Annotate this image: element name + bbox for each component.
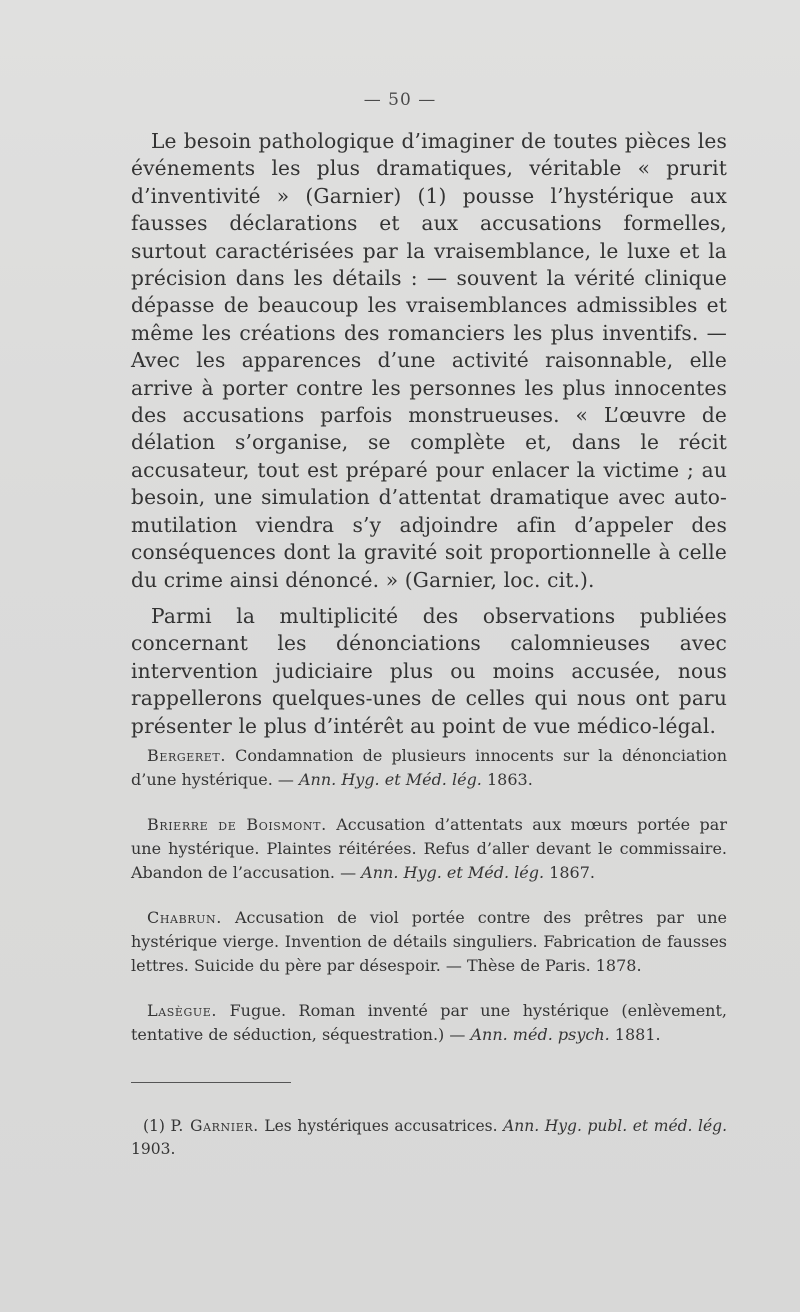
reference-year: 1881.: [609, 1025, 661, 1044]
reference-text: Accusation d’attentats aux mœurs portée par une hystérique. Plaintes réitérées. Refus d’aller devant le commissaire. Abandon de l’accusation. —: [131, 815, 727, 882]
footnote-author: P. Garnier.: [170, 1117, 259, 1135]
reference-text: Condamnation de plusieurs innocents sur la dénonciation d’une hystérique. —: [131, 746, 727, 789]
reference-item: [131, 813, 727, 885]
footnote-journal: Ann. Hyg. publ. et méd. lég.: [503, 1117, 728, 1135]
reference-item: [131, 744, 727, 792]
paragraph-2: [131, 603, 727, 740]
reference-journal: Ann. Hyg. et Méd. lég.: [361, 863, 545, 882]
reference-text: Fugue. Roman inventé par une hystérique (enlèvement, tentative de séduction, séquestration.) —: [131, 1001, 727, 1044]
reference-journal: Ann. Hyg. et Méd. lég.: [298, 770, 482, 789]
reference-journal: Ann. méd. psych.: [470, 1025, 610, 1044]
footnote-divider: [131, 1082, 291, 1083]
page-number: — 50 —: [363, 90, 437, 110]
footnote: [131, 1115, 727, 1161]
reference-list: [131, 744, 727, 1068]
footnote-year: 1903.: [131, 1140, 176, 1158]
reference-author: Lasègue.: [147, 1001, 218, 1020]
reference-author: Brierre de Boismont.: [147, 815, 327, 834]
reference-item: [131, 906, 727, 978]
reference-year: 1867.: [544, 863, 595, 882]
footnote-text: Les hystériques accusatrices.: [258, 1117, 504, 1135]
footnote-marker: (1): [143, 1117, 171, 1135]
reference-item: [131, 999, 727, 1047]
reference-year: 1863.: [481, 770, 533, 789]
paragraph-1: [131, 128, 727, 594]
reference-text: Accusation de viol portée contre des prêtres par une hystérique vierge. Invention de détails singuliers. Fabrication de fausses lettres. Suicide du père par désespoir. — Thèse de Paris. 1878.: [131, 908, 727, 975]
body-text: [131, 128, 727, 740]
reference-author: Chabrun.: [147, 908, 222, 927]
paragraph-2-text: Parmi la multiplicité des observations publiées concernant les dénonciations calomnieuses avec intervention judiciaire plus ou moins accusée, nous rappellerons quelques-unes de celles qui nous ont paru présenter le plus d’intérêt au point de vue médico-légal.: [131, 603, 727, 738]
paragraph-1-text: Le besoin pathologique d’imaginer de toutes pièces les événements les plus dramatiques, véritable « prurit d’inventivité » (Garnier) (1) pousse l’hystérique aux fausses déclarations et aux accusations formelles, surtout caractérisées par la vraisemblance, le luxe et la précision dans les détails : — souvent la vérité clinique dépasse de beaucoup les vraisemblances admissibles et même les créations des romanciers les plus inventifs. — Avec les apparences d’une activité raisonnable, elle arrive à porter contre les personnes les plus innocentes des accusations parfois monstrueuses. « L’œuvre de délation s’organise, se complète et, dans le récit accusateur, tout est préparé pour enlacer la victime ; au besoin, une simulation d’attentat dramatique avec auto-mutilation viendra s’y adjoindre afin d’appeler des conséquences dont la gravité soit proportionnelle à celle du crime ainsi dénoncé. » (Garnier, loc. cit.).: [131, 129, 727, 592]
reference-author: Bergeret.: [147, 746, 227, 765]
